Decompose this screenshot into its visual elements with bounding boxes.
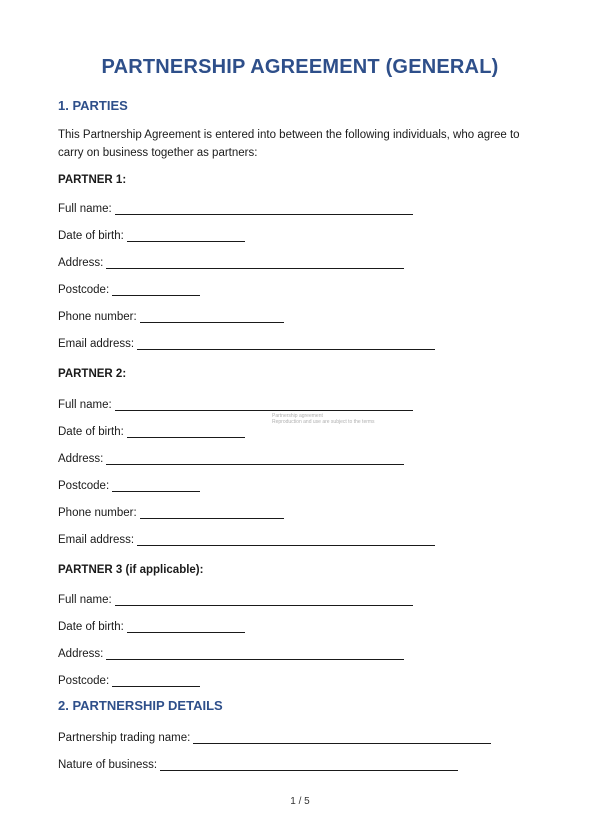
fill-in-line[interactable] bbox=[106, 647, 404, 660]
fill-in-line[interactable] bbox=[112, 674, 200, 687]
partner-2-dob-field[interactable] bbox=[58, 422, 245, 438]
partner-3-dob-field[interactable] bbox=[58, 617, 245, 633]
partner-3-full-name-field[interactable] bbox=[58, 590, 413, 606]
watermark-line: Partnership agreement bbox=[272, 413, 323, 419]
fill-in-line[interactable] bbox=[140, 506, 284, 519]
fill-in-line[interactable] bbox=[106, 256, 404, 269]
partner-1-heading: PARTNER 1: bbox=[58, 174, 127, 186]
fill-in-line[interactable] bbox=[115, 398, 413, 411]
partner-1-address-field[interactable] bbox=[58, 253, 404, 269]
partner-1-postcode-field[interactable] bbox=[58, 280, 200, 296]
field-label: Full name: bbox=[58, 399, 112, 411]
partner-2-postcode-field[interactable] bbox=[58, 476, 200, 492]
fill-in-line[interactable] bbox=[140, 310, 284, 323]
partner-1-phone-field[interactable] bbox=[58, 307, 284, 323]
section-heading-parties: 1. PARTIES bbox=[58, 98, 128, 113]
document-title: PARTNERSHIP AGREEMENT (GENERAL) bbox=[101, 56, 499, 78]
field-label: Email address: bbox=[58, 338, 135, 350]
fill-in-line[interactable] bbox=[127, 229, 245, 242]
partner-3-postcode-field[interactable] bbox=[58, 671, 200, 687]
fill-in-line[interactable] bbox=[106, 452, 404, 465]
field-label: Postcode: bbox=[58, 284, 110, 296]
field-label: Full name: bbox=[58, 203, 112, 215]
partner-2-phone-field[interactable] bbox=[58, 503, 284, 519]
partner-2-heading: PARTNER 2: bbox=[58, 368, 127, 380]
fill-in-line[interactable] bbox=[137, 533, 435, 546]
page-indicator: 1 / 5 bbox=[290, 796, 310, 807]
fill-in-line[interactable] bbox=[127, 425, 245, 438]
partner-1-dob-field[interactable] bbox=[58, 226, 245, 242]
nature-of-business-field[interactable] bbox=[58, 755, 458, 771]
field-label: Date of birth: bbox=[58, 426, 124, 438]
field-label: Address: bbox=[58, 453, 104, 465]
field-label: Date of birth: bbox=[58, 230, 124, 242]
partner-3-address-field[interactable] bbox=[58, 644, 404, 660]
fill-in-line[interactable] bbox=[115, 202, 413, 215]
field-label: Address: bbox=[58, 257, 104, 269]
partner-3-heading: PARTNER 3 (if applicable): bbox=[58, 564, 204, 576]
field-label: Date of birth: bbox=[58, 621, 124, 633]
field-label: Full name: bbox=[58, 594, 112, 606]
field-label: Phone number: bbox=[58, 507, 137, 519]
field-label: Nature of business: bbox=[58, 759, 158, 771]
watermark-line: Reproduction and use are subject to the terms bbox=[272, 419, 375, 425]
partner-2-address-field[interactable] bbox=[58, 449, 404, 465]
field-label: Email address: bbox=[58, 534, 135, 546]
fill-in-line[interactable] bbox=[127, 620, 245, 633]
partner-1-full-name-field[interactable] bbox=[58, 199, 413, 215]
watermark-text bbox=[272, 413, 375, 425]
fill-in-line[interactable] bbox=[112, 479, 200, 492]
fill-in-line[interactable] bbox=[193, 731, 491, 744]
field-label: Address: bbox=[58, 648, 104, 660]
section-heading-partnership-details: 2. PARTNERSHIP DETAILS bbox=[58, 698, 223, 713]
partner-2-full-name-field[interactable] bbox=[58, 395, 413, 411]
partner-2-email-field[interactable] bbox=[58, 530, 435, 546]
field-label: Postcode: bbox=[58, 675, 110, 687]
parties-intro: This Partnership Agreement is entered into between the following individuals, who agree to carry on business together as partners: bbox=[58, 129, 520, 159]
fill-in-line[interactable] bbox=[115, 593, 413, 606]
fill-in-line[interactable] bbox=[160, 758, 458, 771]
field-label: Phone number: bbox=[58, 311, 137, 323]
field-label: Partnership trading name: bbox=[58, 732, 191, 744]
field-label: Postcode: bbox=[58, 480, 110, 492]
partner-1-email-field[interactable] bbox=[58, 334, 435, 350]
fill-in-line[interactable] bbox=[137, 337, 435, 350]
fill-in-line[interactable] bbox=[112, 283, 200, 296]
partnership-trading-name-field[interactable] bbox=[58, 728, 491, 744]
